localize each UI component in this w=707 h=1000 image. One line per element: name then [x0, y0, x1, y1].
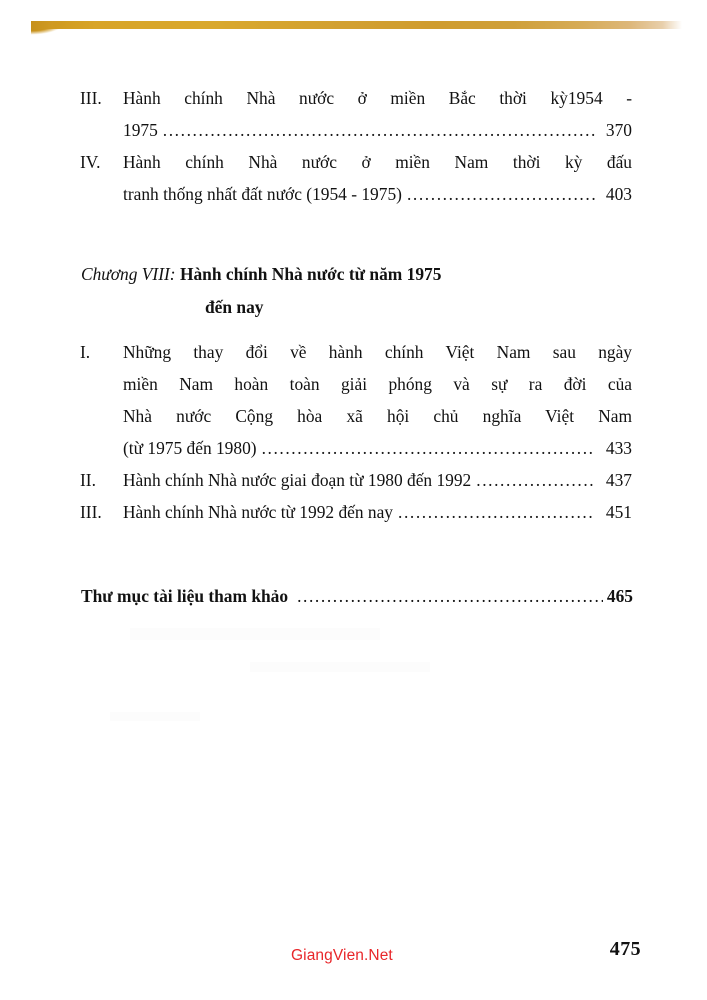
toc-entry[interactable]: [80, 496, 632, 528]
toc-entry-body: [123, 82, 632, 146]
page-folio: [610, 938, 641, 961]
toc-entry-wrapped-line: Hành chính Nhà nước ở miền Bắc thời kỳ1954 -: [123, 88, 632, 108]
toc-entry-wrapped-line: Những thay đổi về hành chính Việt Nam sau ngày: [123, 342, 632, 362]
toc-entry-label: Hành chính Nhà nước từ 1992 đến nay: [123, 502, 394, 522]
toc-entry-last-line: [123, 432, 632, 464]
chapter-heading: [80, 258, 632, 324]
toc-entry[interactable]: [80, 336, 632, 464]
toc-entry-page-number: 437: [605, 470, 632, 490]
scan-ghost-mark: [250, 662, 430, 672]
scan-ghost-mark: [110, 712, 200, 721]
bibliography-entry[interactable]: [80, 580, 633, 612]
scan-ghost-mark: [130, 628, 380, 640]
bibliography-spacer: [80, 528, 632, 580]
toc-entry-numeral: I.: [80, 342, 91, 362]
toc-entry-last-line: [123, 178, 632, 210]
toc-entry-last-line: [123, 114, 632, 146]
toc-entry-wrapped-line: miền Nam hoàn toàn giải phóng và sự ra đời của: [123, 374, 632, 394]
toc-entry[interactable]: [80, 82, 632, 146]
toc-entry-page-number: 403: [605, 184, 632, 204]
toc-entry-wrapped-line: Hành chính Nhà nước ở miền Nam thời kỳ đấu: [123, 152, 632, 172]
chapter-title-line-1: Hành chính Nhà nước từ năm 1975: [179, 264, 442, 284]
toc-entry-numeral: II.: [80, 470, 96, 490]
toc-entry-numeral: IV.: [80, 152, 101, 172]
toc-entry-body: [123, 464, 632, 496]
chapter-label: Chương VIII:: [81, 264, 176, 284]
toc-entry-last-line: [123, 464, 632, 496]
toc-entry[interactable]: [80, 464, 632, 496]
toc-entry-page-number: 370: [605, 120, 632, 140]
dot-leader: [262, 432, 595, 464]
site-watermark: [291, 947, 393, 965]
scan-edge-artifact: [31, 21, 682, 29]
heading-spacer: [80, 324, 632, 336]
toc-entry-last-line: [123, 496, 632, 528]
toc-entry-label: (từ 1975 đến 1980): [123, 438, 257, 458]
dot-leader: [407, 178, 595, 210]
toc-entry-body: [123, 336, 632, 464]
dot-leader: [398, 496, 595, 528]
toc-entry-numeral: III.: [80, 88, 102, 108]
dot-leader: [297, 580, 603, 612]
toc-entry-label: tranh thống nhất đất nước (1954 - 1975): [123, 184, 402, 204]
bibliography-page-number: 465: [606, 586, 633, 606]
folio-number: 475: [609, 938, 641, 960]
scan-edge-taper: [31, 21, 77, 39]
toc-entry-label: Hành chính Nhà nước giai đoạn từ 1980 đến 1992: [123, 470, 472, 490]
toc-entry-numeral: III.: [80, 502, 102, 522]
toc-entry-page-number: 433: [605, 438, 632, 458]
toc-entry-body: [123, 496, 632, 528]
watermark-text: GiangVien.Net: [291, 947, 393, 964]
bibliography-label: Thư mục tài liệu tham khảo: [81, 586, 289, 606]
toc-entry-body: [123, 146, 632, 210]
toc-entry-label: 1975: [123, 120, 158, 140]
scan-edge-band: [31, 21, 682, 29]
toc-entry[interactable]: [80, 146, 632, 210]
dot-leader: [163, 114, 595, 146]
toc-content: [80, 82, 632, 612]
toc-entry-page-number: 451: [605, 502, 632, 522]
section-spacer: [80, 210, 632, 258]
chapter-title-line-2: đến nay: [205, 297, 264, 317]
toc-entry-wrapped-line: Nhà nước Cộng hòa xã hội chủ nghĩa Việt Nam: [123, 406, 632, 426]
dot-leader: [476, 464, 595, 496]
